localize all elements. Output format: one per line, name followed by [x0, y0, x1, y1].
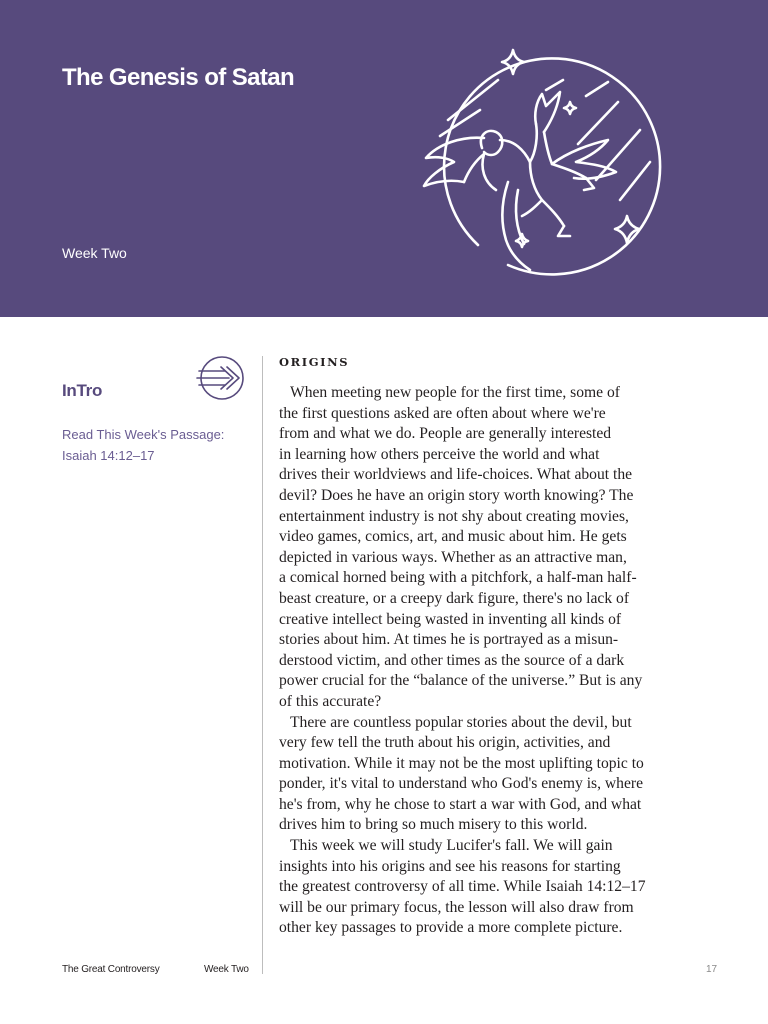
footer-week: Week Two [204, 964, 249, 975]
page-title: The Genesis of Satan [62, 64, 295, 91]
section-label-intro: InTro [62, 381, 103, 400]
body-line: drives him to bring so much misery to this world. [279, 816, 588, 834]
body-line: he's from, why he chose to start a war with God, and what [279, 795, 642, 813]
body-line: There are countless popular stories about the devil, but [290, 713, 632, 731]
passage-prompt: Read This Week's Passage: [62, 427, 225, 442]
body-line: from and what we do. People are generally interested [279, 425, 612, 443]
body-line: other key passages to provide a more complete picture. [279, 919, 623, 937]
body-line: beast creature, or a creepy dark figure, there's no lack of [279, 589, 630, 607]
article-body [279, 383, 689, 939]
body-line: When meeting new people for the first time, some of [290, 384, 620, 401]
passage-reference: Isaiah 14:12–17 [62, 447, 155, 463]
body-line: creative intellect being wasted in inventing all kinds of [279, 610, 622, 628]
body-line: insights into his origins and see his reasons for starting [279, 857, 621, 875]
body-line: derstood victim, and other times as the source of a dark [279, 651, 625, 669]
article-heading: ORIGINS [279, 355, 350, 369]
body-line: the greatest controversy of all time. While Isaiah 14:12–17 [279, 878, 646, 896]
body-line: drives their worldviews and life-choices. What about the [279, 466, 633, 484]
footer-book-title: The Great Controversy [62, 964, 160, 975]
header-banner [0, 0, 768, 317]
body-line: depicted in various ways. Whether as an attractive man, [279, 548, 627, 566]
body-line: power crucial for the “balance of the universe.” But is any [279, 672, 643, 690]
week-label: Week Two [62, 245, 127, 261]
falling-angel-illustration [418, 40, 668, 280]
body-line: devil? Does he have an origin story worth knowing? The [279, 486, 634, 504]
body-line: in learning how others perceive the world and what [279, 445, 600, 463]
page-number: 17 [706, 964, 718, 975]
body-line: ponder, it's vital to understand who God's enemy is, where [279, 775, 644, 793]
body-line: This week we will study Lucifer's fall. We will gain [290, 837, 613, 855]
body-line: very few tell the truth about his origin, activities, and [279, 734, 611, 752]
reading-passage [62, 425, 242, 466]
body-line: a comical horned being with a pitchfork, a half-man half- [279, 569, 637, 587]
body-line: the first questions asked are often about where we're [279, 404, 606, 422]
body-line: stories about him. At times he is portrayed as a misun- [279, 631, 619, 649]
column-divider [262, 356, 263, 974]
body-line: video games, comics, art, and music about him. He gets [279, 528, 627, 546]
body-line: of this accurate? [279, 692, 382, 710]
body-line: motivation. While it may not be the most uplifting topic to [279, 754, 644, 772]
body-line: entertainment industry is not shy about creating movies, [279, 507, 629, 525]
double-arrow-circle-icon [195, 355, 247, 401]
body-line: will be our primary focus, the lesson will also draw from [279, 898, 634, 916]
